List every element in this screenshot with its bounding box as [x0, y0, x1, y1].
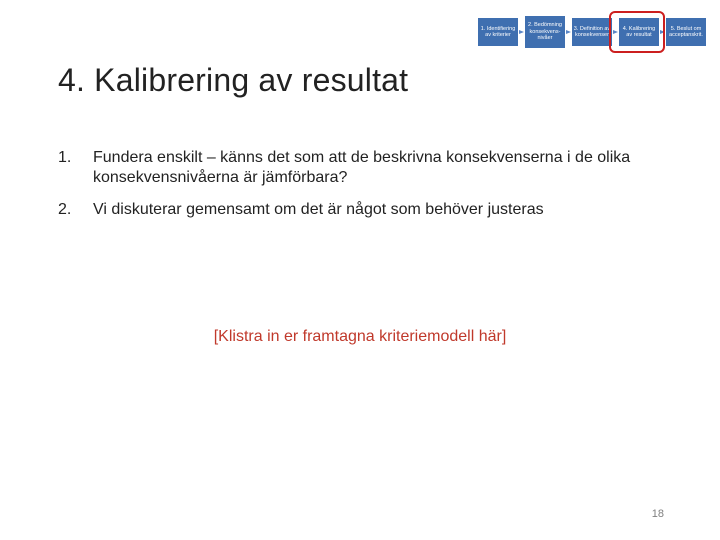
process-step-5[interactable] [666, 18, 706, 46]
list-item-text: Vi diskuterar gemensamt om det är något som behöver justeras [93, 201, 544, 218]
list-item [58, 200, 678, 220]
instruction-list [58, 148, 678, 232]
process-step-4-line2: av resultat [626, 32, 652, 38]
page-number: 18 [651, 508, 664, 520]
process-step-2[interactable] [525, 16, 565, 48]
process-step-5-line2: acceptanskrit. [669, 32, 703, 38]
process-step-1[interactable] [478, 18, 518, 46]
list-item-number: 2. [58, 201, 72, 218]
process-step-4-line1: 4. Kalibrering [622, 25, 656, 32]
list-item-number: 1. [58, 149, 72, 166]
process-step-3-line2: konsekvenser [575, 32, 609, 38]
process-step-5-line1: 5. Beslut om [670, 25, 702, 32]
content-placeholder[interactable]: [Klistra in er framtagna kriteriemodell här] [213, 328, 507, 345]
process-step-1-line2: av kriterier [485, 32, 511, 38]
process-step-1-line1: 1. Identifiering [480, 25, 516, 32]
list-item-text: Fundera enskilt – känns det som att de beskrivna konsekvenserna i de olika konsekvensnivåerna är jämförbara? [93, 149, 631, 186]
process-step-2-line2: konsekvens- [529, 28, 561, 35]
process-step-2-line3: nivåer [537, 35, 553, 42]
process-step-2-line1: 2. Bedömning [528, 22, 562, 29]
active-step-highlight [609, 11, 665, 53]
list-item [58, 148, 678, 188]
process-step-3-line1: 3. Definition av [573, 25, 611, 32]
process-nav [478, 16, 710, 56]
process-step-3[interactable] [572, 18, 612, 46]
page-title: 4. Kalibrering av resultat [58, 62, 409, 98]
